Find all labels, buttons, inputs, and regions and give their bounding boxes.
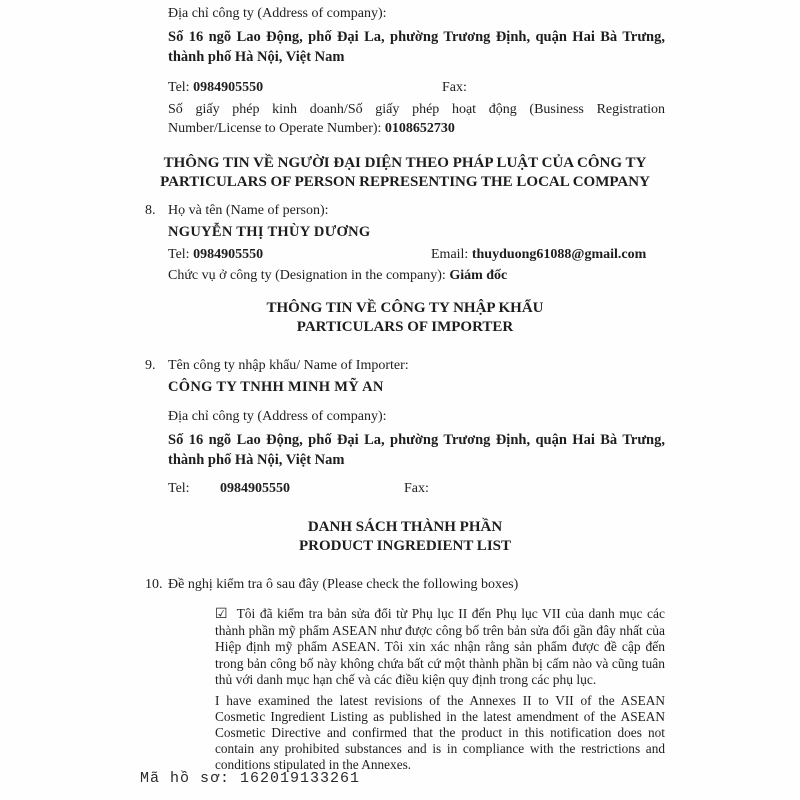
person-name-label: Họ và tên (Name of person): [168,203,329,218]
company-fax-label: Fax: [442,80,467,95]
declaration-vi-text: Tôi đã kiểm tra bản sửa đổi từ Phụ lục II đến Phụ lục VII của danh mục các thành phần mỹ phẩm ASEAN như được công bố trên bản sửa đổi gần đây nhất của Hiệp định mỹ phẩm ASEAN. Tôi xin xác nhận rằng sản phẩm được đề cập đến trong bản công bố này không chứa bất cứ một thành phần bị cấm nào và cũng tuân thủ với danh mục hạn chế và các điều kiện quy định trong các phụ lục. [215,606,665,687]
importer-address-value: Số 16 ngõ Lao Động, phố Đại La, phường Trương Định, quận Hai Bà Trưng, thành phố Hà Nội, Việt Nam [168,432,665,468]
ingredient-heading-vi: DANH SÁCH THÀNH PHẦN [307,519,503,535]
file-code-label: Mã hồ sơ: [140,770,231,787]
person-tel-email-row [168,246,665,264]
tel-label: Tel: [168,481,190,496]
item-10-row [145,576,665,594]
importer-tel-fax-row [168,480,665,498]
document-content [145,5,665,773]
importer-name-label: Tên công ty nhập khẩu/ Name of Importer: [168,358,409,373]
check-instruction: Đề nghị kiểm tra ô sau đây (Please check the following boxes) [168,577,519,592]
representative-heading-en: PARTICULARS OF PERSON REPRESENTING THE LOCAL COMPANY [160,174,650,190]
email-label: Email: [431,247,469,262]
tel-label: Tel: [168,80,190,95]
company-address-value: Số 16 ngõ Lao Động, phố Đại La, phường Trương Định, quận Hai Bà Trưng, thành phố Hà Nội, Việt Nam [168,29,665,65]
email-value: thuyduong61088@gmail.com [471,247,647,262]
item-8-number: 8. [145,203,156,218]
person-tel [168,247,263,262]
file-code-line [140,770,360,787]
business-license-label: Số giấy phép kinh doanh/Số giấy phép hoạt động (Business Registration Number/License to Operate Number): [168,102,665,136]
tel-value: 0984905550 [193,80,264,95]
checked-checkbox-icon: ☑ [215,607,228,622]
business-license-line [168,100,665,138]
tel-value: 0984905550 [220,481,290,496]
item-8-row [145,202,665,220]
designation-line [168,267,665,285]
declaration-vi-paragraph [215,606,665,688]
item-9-row [145,357,665,375]
declaration-en-paragraph: I have examined the latest revisions of the Annexes II to VII of the ASEAN Cosmetic Ingredient Listing as published in the latest amendment of the ASEAN Cosmetic Directive and confirmed that the product in this notification does not contain any prohibited substances and is in compliance with the restrictions and conditions stipulated in the Annexes. [215,693,665,773]
item-9-number: 9. [145,358,156,373]
representative-heading-vi: THÔNG TIN VỀ NGƯỜI ĐẠI DIỆN THEO PHÁP LUẬT CỦA CÔNG TY [163,155,647,171]
designation-value: Giám đốc [449,268,508,283]
company-tel-fax-row [168,79,665,97]
designation-label: Chức vụ ở công ty (Designation in the company): [168,268,446,283]
person-email [431,246,646,264]
item-10-number: 10. [145,577,163,592]
importer-address-label: Địa chỉ công ty (Address of company): [168,409,387,424]
ingredient-heading-en: PRODUCT INGREDIENT LIST [299,538,511,554]
file-code-value: 162019133261 [240,770,361,787]
importer-heading-vi: THÔNG TIN VỀ CÔNG TY NHẬP KHẨU [266,300,544,316]
business-license-value: 0108652730 [384,121,455,136]
person-name-value: NGUYỄN THỊ THÙY DƯƠNG [168,224,371,240]
company-tel [168,80,263,95]
importer-fax-label: Fax: [404,481,429,496]
importer-name-value: CÔNG TY TNHH MINH MỸ AN [168,379,384,395]
company-address-label: Địa chỉ công ty (Address of company): [168,6,387,21]
tel-label: Tel: [168,247,190,262]
tel-value: 0984905550 [193,247,264,262]
importer-heading-en: PARTICULARS OF IMPORTER [296,319,514,335]
